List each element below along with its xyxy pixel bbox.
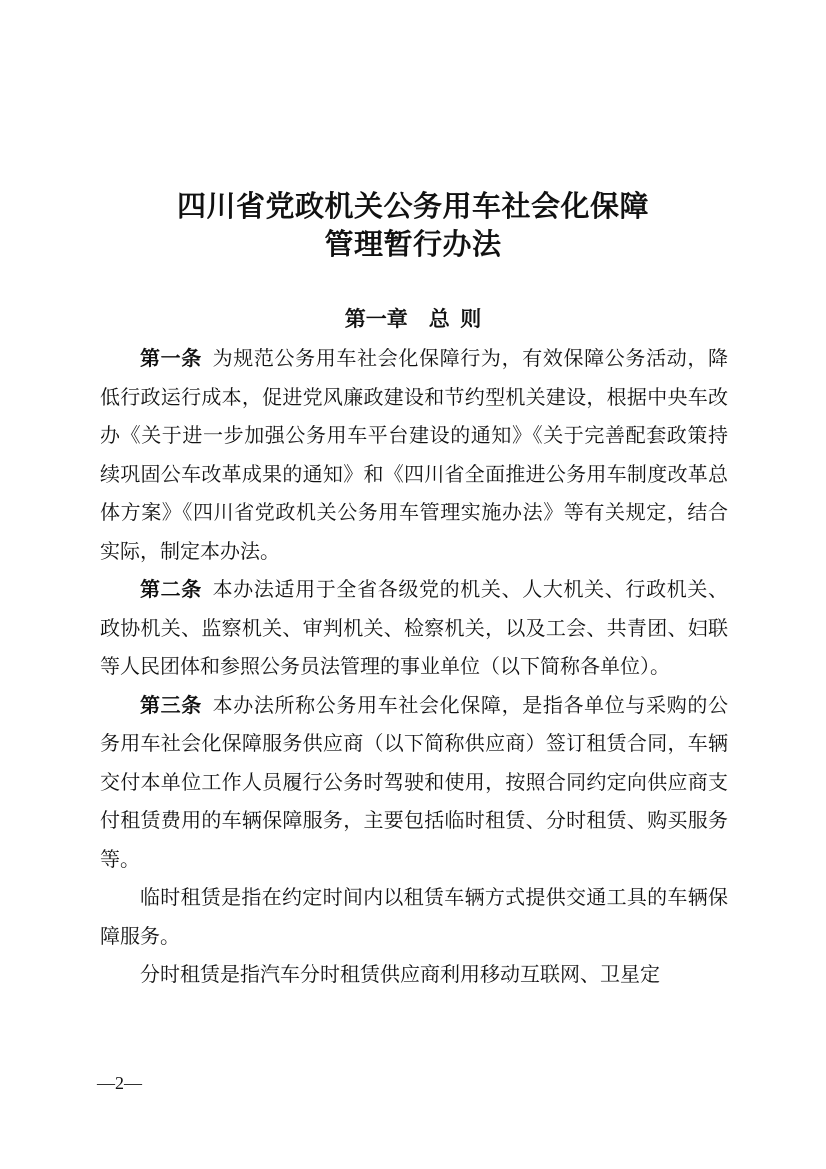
article-label: 第二条 [140,577,202,601]
paragraph-text: 临时租赁是指在约定时间内以租赁车辆方式提供交通工具的车辆保障服务。 [100,885,728,948]
article-label: 第一条 [140,346,202,370]
article-label: 第三条 [140,692,202,717]
paragraph-text: 分时租赁是指汽车分时租赁供应商利用移动互联网、卫星定 [140,962,660,986]
article-text: 本办法所称公务用车社会化保障，是指各单位与采购的公务用车社会化保障服务供应商（以下简称供应商）签订租赁合同，车辆交付本单位工作人员履行公务时驾驶和使用，按照合同约定向供应商支付租赁费用的车辆保障服务，主要包括临时租赁、分时租赁、购买服务等。 [100,692,729,871]
paragraph-temporary-rental [100,878,728,955]
article-paragraph-3 [100,686,728,879]
paragraph-timeshare-rental [100,955,728,994]
page-number: —2— [97,1073,142,1093]
document-title-line-2: 管理暂行办法 [324,227,502,261]
article-paragraph-1 [100,339,728,570]
chapter-heading: 第一章 总 则 [344,307,482,331]
article-text: 为规范公务用车社会化保障行为，有效保障公务活动，降低行政运行成本，促进党风廉政建设和节约型机关建设，根据中央车改办《关于进一步加强公务用车平台建设的通知》《关于完善配套政策持续巩固公车改革成果的通知》和《四川省全面推进公务用车制度改革总体方案》《四川省党政机关公务用车管理实施办法》等有关规定，结合实际，制定本办法。 [100,346,729,563]
document-body [100,339,728,994]
article-text: 本办法适用于全省各级党的机关、人大机关、行政机关、政协机关、监察机关、审判机关、检察机关，以及工会、共青团、妇联等人民团体和参照公务员法管理的事业单位（以下简称各单位）。 [100,577,729,678]
article-paragraph-2 [100,570,728,686]
document-title-line-1: 四川省党政机关公务用车社会化保障 [176,189,649,223]
